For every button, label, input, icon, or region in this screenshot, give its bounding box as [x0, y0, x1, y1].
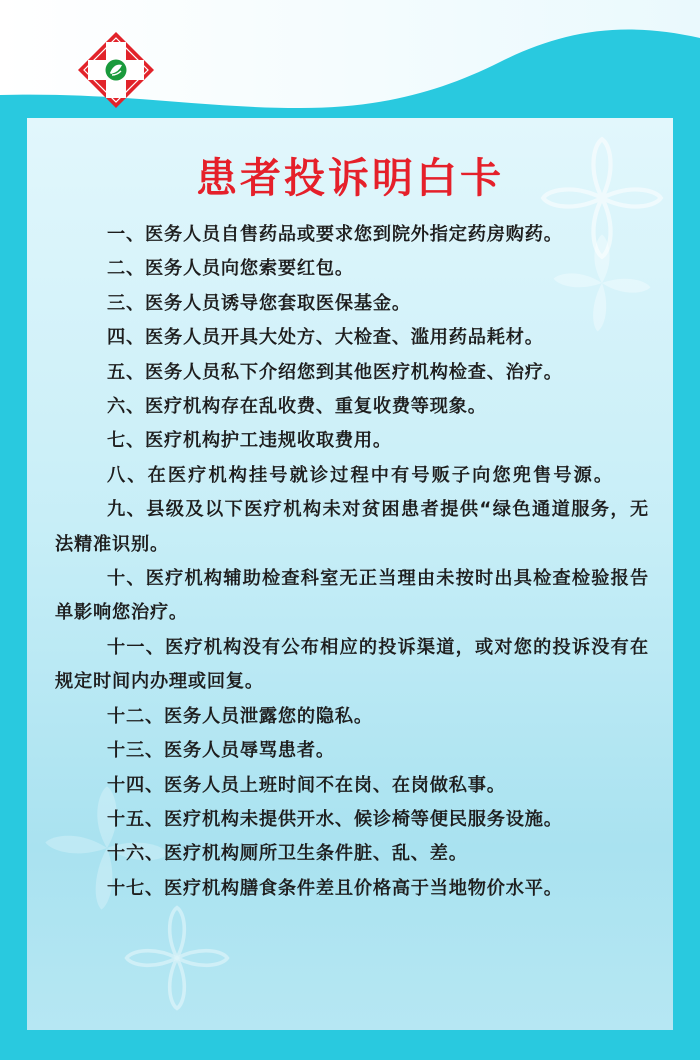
- list-item: 十一、医疗机构没有公布相应的投诉渠道，或对您的投诉没有在规定时间内办理或回复。: [55, 636, 649, 693]
- list-item: 三、医务人员诱导您套取医保基金。: [107, 292, 411, 314]
- list-item: 七、医疗机构护工违规收取费用。: [107, 430, 392, 452]
- list-item: 二、医务人员向您索要红包。: [107, 258, 354, 280]
- list-item: 十二、医务人员泄露您的隐私。: [107, 705, 373, 727]
- complaint-list: [55, 218, 649, 906]
- list-item: 八、在医疗机构挂号就诊过程中有号贩子向您兜售号源。: [107, 464, 615, 486]
- list-item: 九、县级及以下医疗机构未对贫困患者提供“绿色通道服务，无法精准识别。: [55, 499, 649, 555]
- list-item: 十三、医务人员辱骂患者。: [107, 740, 335, 762]
- red-cross-hospital-logo-icon: [76, 30, 156, 110]
- list-item: 六、医疗机构存在乱收费、重复收费等现象。: [107, 396, 487, 418]
- page-title: 患者投诉明白卡: [196, 154, 504, 202]
- list-item: 一、医务人员自售药品或要求您到院外指定药房购药。: [107, 224, 563, 245]
- list-item: 十、医疗机构辅助检查科室无正当理由未按时出具检查检验报告单影响您治疗。: [55, 568, 649, 624]
- list-item: 十七、医疗机构膳食条件差且价格高于当地物价水平。: [107, 877, 563, 899]
- card-panel: [27, 118, 673, 1030]
- flower-decoration-icon: [117, 898, 237, 1018]
- list-item: 五、医务人员私下介绍您到其他医疗机构检查、治疗。: [107, 361, 563, 383]
- list-item: 十六、医疗机构厕所卫生条件脏、乱、差。: [107, 843, 468, 865]
- list-item: 十四、医务人员上班时间不在岗、在岗做私事。: [107, 774, 506, 796]
- list-item: 十五、医疗机构未提供开水、候诊椅等便民服务设施。: [107, 808, 563, 830]
- list-item: 四、医务人员开具大处方、大检查、滥用药品耗材。: [107, 327, 544, 349]
